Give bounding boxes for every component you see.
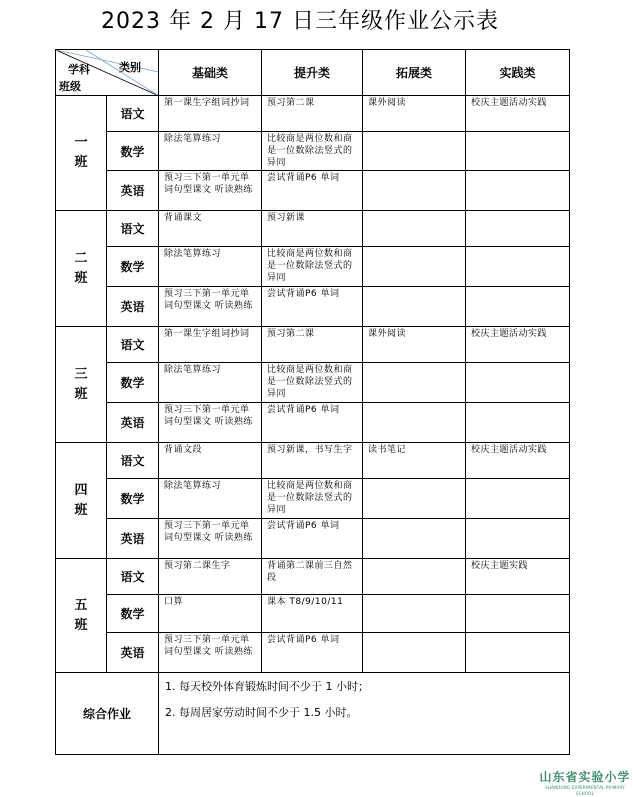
table-row: [56, 327, 570, 363]
basic-cell: 预习三下第一单元单词句型课文 听读熟练: [159, 519, 262, 559]
expand-cell: [363, 287, 466, 327]
table-row: [56, 559, 570, 595]
improve-cell: 尝试背诵P6 单词: [262, 633, 363, 673]
improve-cell: 预习新课，书写生字: [262, 443, 363, 479]
table-row: [56, 247, 570, 287]
basic-cell: 第一课生字组词抄词: [159, 96, 262, 132]
improve-cell: 尝试背诵P6 单词: [262, 287, 363, 327]
header-category-label: 类别: [119, 61, 141, 74]
basic-cell: 除法笔算练习: [159, 247, 262, 287]
expand-cell: [363, 479, 466, 519]
improve-cell: 课本 T8/9/10/11: [262, 595, 363, 633]
table-row: [56, 595, 570, 633]
expand-cell: [363, 633, 466, 673]
practice-cell: 校庆主题活动实践: [466, 443, 570, 479]
class-name-cell: [56, 211, 107, 327]
practice-cell: [466, 287, 570, 327]
basic-cell: 口算: [159, 595, 262, 633]
column-header-practice: 实践类: [466, 50, 570, 96]
subject-cell: 英语: [107, 287, 159, 327]
table-row: [56, 519, 570, 559]
practice-cell: [466, 403, 570, 443]
improve-cell: 比较商是两位数和商是一位数除法竖式的异同: [262, 132, 363, 171]
subject-cell: 语文: [107, 443, 159, 479]
homework-table-body: [56, 50, 570, 755]
expand-cell: [363, 171, 466, 211]
subject-cell: 英语: [107, 171, 159, 211]
page-title: 2023 年 2 月 17 日三年级作业公示表: [101, 9, 499, 34]
expand-cell: [363, 363, 466, 403]
homework-table: [55, 49, 570, 755]
improve-cell: 比较商是两位数和商是一位数除法竖式的异同: [262, 363, 363, 403]
table-row: [56, 96, 570, 132]
class-name: 四 班: [74, 482, 88, 518]
expand-cell: 课外阅读: [363, 327, 466, 363]
practice-cell: 校庆主题实践: [466, 559, 570, 595]
expand-cell: [363, 247, 466, 287]
practice-cell: [466, 132, 570, 171]
basic-cell: 除法笔算练习: [159, 363, 262, 403]
improve-cell: 尝试背诵P6 单词: [262, 171, 363, 211]
practice-cell: [466, 247, 570, 287]
table-row: [56, 211, 570, 247]
class-name: 三 班: [74, 366, 88, 402]
class-name-cell: [56, 559, 107, 673]
combined-homework-notes: [159, 673, 570, 755]
diagonal-header-cell: [56, 50, 159, 96]
improve-cell: 预习新课: [262, 211, 363, 247]
subject-cell: 语文: [107, 559, 159, 595]
basic-cell: 除法笔算练习: [159, 132, 262, 171]
expand-cell: [363, 211, 466, 247]
expand-cell: [363, 519, 466, 559]
expand-cell: [363, 403, 466, 443]
subject-cell: 英语: [107, 519, 159, 559]
basic-cell: 预习三下第一单元单词句型课文 听读熟练: [159, 633, 262, 673]
class-name: 一 班: [74, 135, 88, 170]
basic-cell: 预习三下第一单元单词句型课文 听读熟练: [159, 287, 262, 327]
practice-cell: [466, 519, 570, 559]
expand-cell: 读书笔记: [363, 443, 466, 479]
school-logo-name: 山东省实验小学: [539, 770, 631, 784]
class-name-cell: [56, 443, 107, 559]
subject-cell: 数学: [107, 247, 159, 287]
table-row: [56, 132, 570, 171]
expand-cell: [363, 132, 466, 171]
practice-cell: [466, 633, 570, 673]
combined-homework-item: 1. 每天校外体育锻炼时间不少于 1 小时；: [165, 680, 369, 693]
basic-cell: 预习三下第一单元单词句型课文 听读熟练: [159, 403, 262, 443]
practice-cell: [466, 211, 570, 247]
subject-cell: 英语: [107, 633, 159, 673]
table-row: [56, 287, 570, 327]
subject-cell: 数学: [107, 363, 159, 403]
expand-cell: 课外阅读: [363, 96, 466, 132]
improve-cell: 比较商是两位数和商是一位数除法竖式的异同: [262, 247, 363, 287]
improve-cell: 背诵第二课前三自然段: [262, 559, 363, 595]
table-row: [56, 171, 570, 211]
header-row: [56, 50, 570, 96]
combined-homework-label: 综合作业: [56, 673, 159, 755]
improve-cell: 比较商是两位数和商是一位数除法竖式的异同: [262, 479, 363, 519]
practice-cell: 校庆主题活动实践: [466, 327, 570, 363]
table-row: [56, 443, 570, 479]
class-name: 五 班: [74, 597, 88, 633]
basic-cell: 背诵课文: [159, 211, 262, 247]
table-row: [56, 633, 570, 673]
table-row: [56, 403, 570, 443]
improve-cell: 预习第二课: [262, 327, 363, 363]
practice-cell: 校庆主题活动实践: [466, 96, 570, 132]
basic-cell: 除法笔算练习: [159, 479, 262, 519]
class-name-cell: [56, 327, 107, 443]
header-class-label: 班级: [59, 80, 81, 93]
practice-cell: [466, 363, 570, 403]
school-logo-subtitle: SHANDONG EXPERIMENTAL PRIMARY SCHOOL: [545, 785, 625, 796]
table-row: [56, 363, 570, 403]
practice-cell: [466, 595, 570, 633]
expand-cell: [363, 559, 466, 595]
subject-cell: 语文: [107, 327, 159, 363]
basic-cell: 第一课生字组词抄词: [159, 327, 262, 363]
practice-cell: [466, 479, 570, 519]
subject-cell: 英语: [107, 403, 159, 443]
column-header-expand: 拓展类: [363, 50, 466, 96]
table-row: [56, 479, 570, 519]
subject-cell: 数学: [107, 479, 159, 519]
improve-cell: 预习第二课: [262, 96, 363, 132]
basic-cell: 预习三下第一单元单词句型课文 听读熟练: [159, 171, 262, 211]
class-name: 二 班: [74, 250, 88, 286]
improve-cell: 尝试背诵P6 单词: [262, 519, 363, 559]
header-subject-label: 学科: [68, 63, 90, 76]
basic-cell: 背诵文段: [159, 443, 262, 479]
combined-homework-item: 2. 每周居家劳动时间不少于 1.5 小时。: [165, 706, 358, 719]
expand-cell: [363, 595, 466, 633]
subject-cell: 语文: [107, 96, 159, 132]
basic-cell: 预习第二课生字: [159, 559, 262, 595]
subject-cell: 数学: [107, 132, 159, 171]
improve-cell: 尝试背诵P6 单词: [262, 403, 363, 443]
class-name-cell: [56, 96, 107, 211]
practice-cell: [466, 171, 570, 211]
combined-homework-row: [56, 673, 570, 755]
school-logo: [538, 768, 632, 797]
subject-cell: 数学: [107, 595, 159, 633]
column-header-improve: 提升类: [262, 50, 363, 96]
column-header-basic: 基础类: [159, 50, 262, 96]
subject-cell: 语文: [107, 211, 159, 247]
